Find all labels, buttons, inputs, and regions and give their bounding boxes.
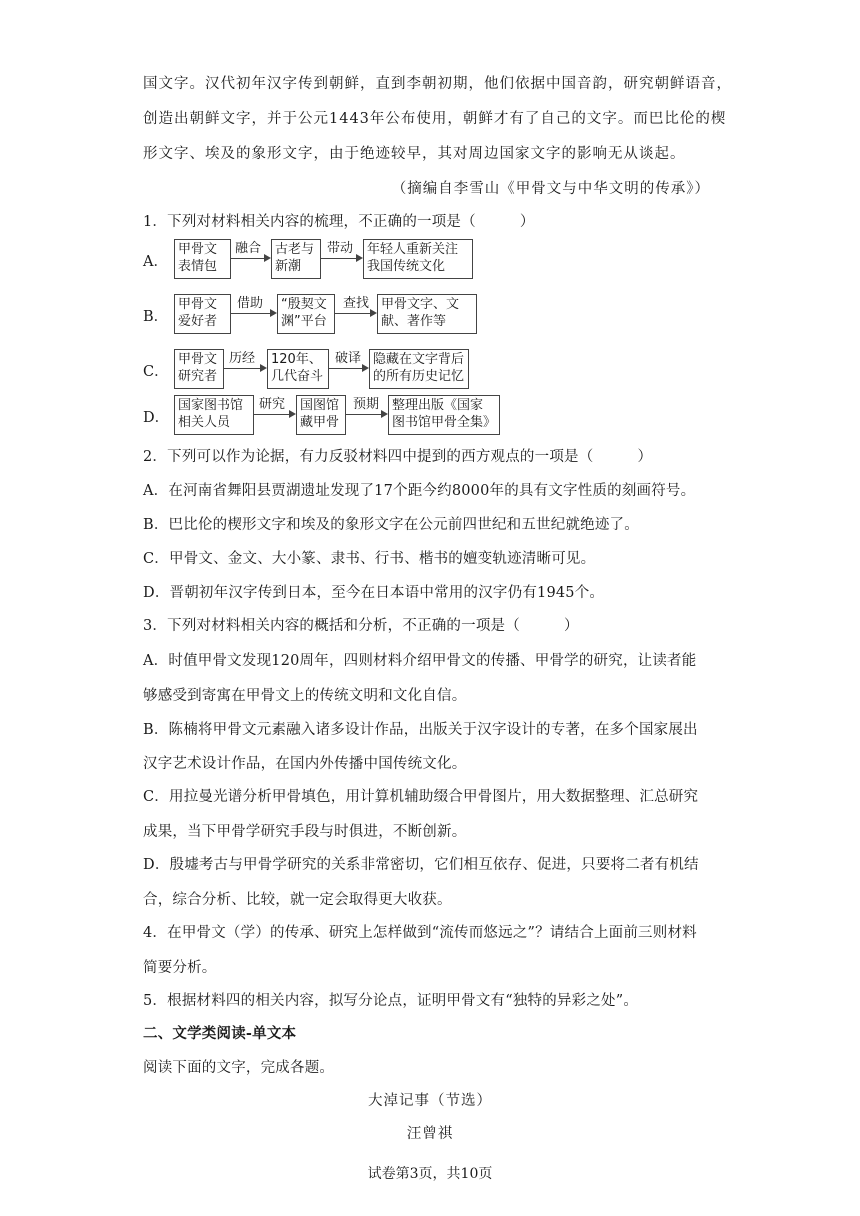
q1-option-b bbox=[143, 291, 543, 337]
arrow-label: 研究 bbox=[259, 397, 286, 412]
question-2-stem: 2．下列可以作为论据，有力反驳材料四中提到的西方观点的一项是（ ） bbox=[143, 449, 653, 465]
flow-box-text: 图书馆甲骨全集》 bbox=[392, 415, 497, 430]
q2-option-d: D．晋朝初年汉字传到日本，至今在日本语中常用的汉字仍有1945个。 bbox=[143, 585, 605, 601]
question-4-stem-cont: 简要分析。 bbox=[143, 960, 217, 976]
flow-box-text: 年轻人重新关注 bbox=[367, 242, 459, 257]
q2-option-c: C．甲骨文、金文、大小篆、隶书、行书、楷书的嬗变轨迹清晰可见。 bbox=[143, 551, 596, 567]
flow-box-text: 整理出版《国家 bbox=[392, 398, 484, 413]
flow-box bbox=[296, 395, 346, 435]
question-3-stem: 3．下列对材料相关内容的概括和分析，不正确的一项是（ ） bbox=[143, 618, 579, 634]
source-note: （摘编自李雪山《甲骨文与中华文明的传承》） bbox=[391, 181, 710, 197]
flow-arrow bbox=[231, 258, 269, 259]
option-label: D． bbox=[143, 410, 170, 426]
flow-arrow bbox=[346, 414, 386, 415]
flow-box bbox=[174, 239, 231, 279]
page-footer: 试卷第3页，共10页 bbox=[367, 1166, 493, 1182]
option-label: C． bbox=[143, 364, 169, 380]
article-author: 汪曾祺 bbox=[406, 1126, 454, 1142]
flow-box bbox=[271, 239, 321, 279]
flow-box-text: 隐藏在文字背后 bbox=[373, 352, 465, 367]
flow-arrow bbox=[329, 368, 367, 369]
flow-box bbox=[174, 395, 254, 435]
passage-line: 国文字。汉代初年汉字传到朝鲜，直到李朝初期，他们依据中国音韵，研究朝鲜语音， bbox=[143, 76, 732, 92]
flow-arrow bbox=[224, 368, 265, 369]
q3-line: 够感受到寄寓在甲骨文上的传统文明和文化自信。 bbox=[143, 688, 467, 704]
question-4-stem: 4．在甲骨文（学）的传承、研究上怎样做到“流传而悠远之”？请结合上面前三则材料 bbox=[143, 925, 697, 941]
q3-line: 合，综合分析、比较，就一定会取得更大收获。 bbox=[143, 892, 452, 908]
flow-box bbox=[377, 294, 477, 334]
flow-arrow bbox=[335, 313, 375, 314]
flow-box-text: 的所有历史记忆 bbox=[373, 369, 465, 384]
flow-box-text: 甲骨文 bbox=[178, 242, 218, 257]
passage-line: 创造出朝鲜文字，并于公元1443年公布使用，朝鲜才有了自己的文字。而巴比伦的楔 bbox=[143, 111, 727, 127]
q3-line: 成果，当下甲骨学研究手段与时俱进，不断创新。 bbox=[143, 824, 467, 840]
article-title: 大淖记事（节选） bbox=[368, 1093, 492, 1109]
flow-box bbox=[174, 294, 231, 334]
section-2-instruction: 阅读下面的文字，完成各题。 bbox=[143, 1060, 335, 1076]
flow-box-text: 献、著作等 bbox=[381, 314, 447, 329]
flow-box-text: 研究者 bbox=[178, 369, 218, 384]
q3-line: A．时值甲骨文发现120周年，四则材料介绍甲骨文的传播、甲骨学的研究，让读者能 bbox=[143, 653, 697, 669]
q1-option-c bbox=[143, 346, 543, 392]
flow-box-text: 古老与 bbox=[275, 242, 315, 257]
q2-option-b: B．巴比伦的楔形文字和埃及的象形文字在公元前四世纪和五世纪就绝迹了。 bbox=[143, 517, 639, 533]
q3-line: 汉字艺术设计作品，在国内外传播中国传统文化。 bbox=[143, 756, 467, 772]
flow-box bbox=[277, 294, 335, 334]
q1-option-d bbox=[143, 392, 543, 438]
flow-box bbox=[267, 349, 329, 389]
arrow-label: 历经 bbox=[229, 351, 256, 366]
flow-arrow bbox=[231, 313, 275, 314]
q3-line: D．殷墟考古与甲骨学研究的关系非常密切，它们相互依存、促进，只要将二者有机结 bbox=[143, 857, 699, 873]
flow-box-text: 几代奋斗 bbox=[271, 369, 324, 384]
flow-box bbox=[174, 349, 224, 389]
flow-arrow bbox=[321, 258, 361, 259]
flow-box-text: 甲骨文 bbox=[178, 297, 218, 312]
q2-option-a: A．在河南省舞阳县贾湖遗址发现了17个距今约8000年的具有文字性质的刻画符号。 bbox=[143, 483, 696, 499]
arrow-label: 查找 bbox=[343, 296, 370, 311]
flow-box-text: 表情包 bbox=[178, 259, 218, 274]
flow-box-text: 国家图书馆 bbox=[178, 398, 244, 413]
arrow-label: 破译 bbox=[335, 351, 362, 366]
flow-box-text: 国图馆 bbox=[300, 398, 340, 413]
section-2-title: 二、文学类阅读-单文本 bbox=[143, 1025, 297, 1042]
flow-box-text: 爱好者 bbox=[178, 314, 218, 329]
q3-line: B．陈楠将甲骨文元素融入诸多设计作品，出版关于汉字设计的专著，在多个国家展出 bbox=[143, 722, 698, 738]
arrow-label: 预期 bbox=[353, 397, 380, 412]
flow-box-text: 新潮 bbox=[275, 259, 302, 274]
flow-box bbox=[369, 349, 469, 389]
flow-box-text: “殷契文 bbox=[281, 297, 327, 312]
flow-box bbox=[388, 395, 500, 435]
option-label: B． bbox=[143, 309, 169, 325]
flow-arrow bbox=[254, 414, 294, 415]
flow-box-text: 相关人员 bbox=[178, 415, 231, 430]
flow-box-text: 甲骨文 bbox=[178, 352, 218, 367]
passage-line: 形文字、埃及的象形文字，由于绝迹较早，其对周边国家文字的影响无从谈起。 bbox=[143, 146, 686, 162]
flow-box-text: 渊”平台 bbox=[281, 314, 327, 329]
flow-box-text: 甲骨文字、文 bbox=[381, 297, 460, 312]
arrow-label: 带动 bbox=[327, 241, 354, 256]
question-1-stem: 1．下列对材料相关内容的梳理，不正确的一项是（ ） bbox=[143, 214, 535, 230]
arrow-label: 融合 bbox=[235, 241, 262, 256]
flow-box bbox=[363, 239, 473, 279]
flow-box-text: 120年、 bbox=[271, 352, 322, 367]
question-5-stem: 5．根据材料四的相关内容，拟写分论点，证明甲骨文有“独特的异彩之处”。 bbox=[143, 993, 639, 1009]
q1-option-a bbox=[143, 236, 543, 282]
arrow-label: 借助 bbox=[237, 296, 264, 311]
flow-box-text: 我国传统文化 bbox=[367, 259, 446, 274]
flow-box-text: 藏甲骨 bbox=[300, 415, 340, 430]
option-label: A． bbox=[143, 254, 168, 270]
q3-line: C．用拉曼光谱分析甲骨填色，用计算机辅助缀合甲骨图片，用大数据整理、汇总研究 bbox=[143, 789, 699, 805]
